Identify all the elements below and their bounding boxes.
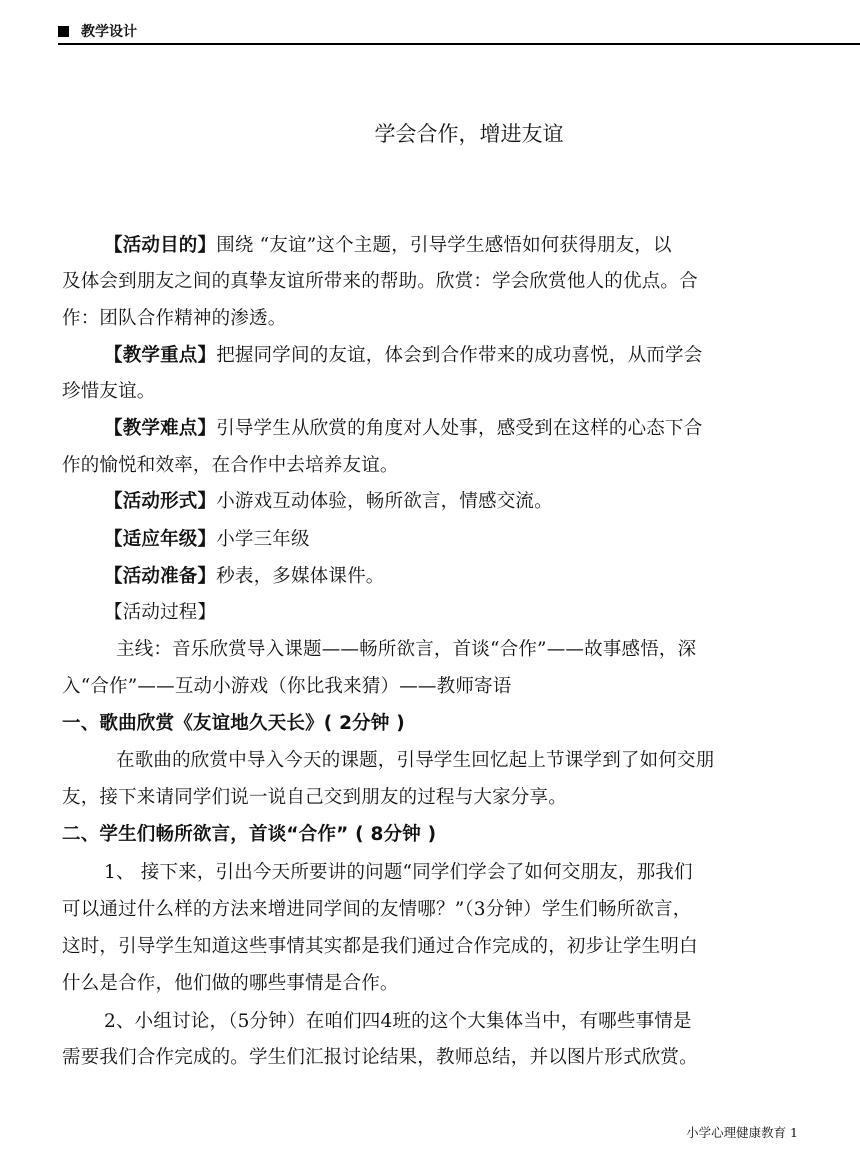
paragraph-line: 2、小组讨论，（5分钟）在咱们四4班的这个大集体当中，有哪些事情是 <box>104 1011 692 1032</box>
activity-format-label: 【活动形式】 <box>104 491 217 512</box>
paragraph-line: 入“合作”——互动小游戏（你比我来猜）——教师寄语 <box>62 676 512 697</box>
activity-goal-label: 【活动目的】 <box>104 235 217 256</box>
paragraph-line <box>104 489 553 515</box>
teaching-focus-label: 【教学重点】 <box>104 345 217 366</box>
paragraph-line <box>104 416 702 442</box>
grade-label: 【适应年级】 <box>104 529 217 550</box>
paragraph-line: 在歌曲的欣赏中导入今天的课题，引导学生回忆起上节课学到了如何交朋 <box>116 750 715 771</box>
header-section-label: 教学设计 <box>81 24 137 40</box>
square-bullet-icon <box>58 26 69 37</box>
teaching-focus-text: 把握同学间的友谊，体会到合作带来的成功喜悦，从而学会 <box>216 345 703 366</box>
activity-goal-text: 围绕 “友谊”这个主题，引导学生感悟如何获得朋友，以 <box>216 235 672 256</box>
paragraph-line: 什么是合作，他们做的哪些事情是合作。 <box>62 973 399 994</box>
preparation-label: 【活动准备】 <box>104 566 217 587</box>
preparation-text: 秒表，多媒体课件。 <box>216 566 385 587</box>
page-title: 学会合作，增进友谊 <box>374 122 564 146</box>
paragraph-line <box>104 233 672 259</box>
activity-format-text: 小游戏互动体验，畅所欲言，情感交流。 <box>216 491 553 512</box>
paragraph-line: 可以通过什么样的方法来增进同学间的友情哪？”（3分钟）学生们畅所欲言， <box>62 899 692 920</box>
paragraph-line: 作的愉悦和效率，在合作中去培养友谊。 <box>62 455 399 476</box>
paragraph-line: 友，接下来请同学们说一说自己交到朋友的过程与大家分享。 <box>62 787 567 808</box>
section-heading-2: 二、学生们畅所欲言，首谈“合作” ( 8分钟 ) <box>62 824 437 845</box>
paragraph-line: 珍惜友谊。 <box>62 381 156 402</box>
paragraph-line: 作：团队合作精神的渗透。 <box>62 308 287 329</box>
paragraph-line <box>104 527 310 553</box>
page-footer: 小学心理健康教育 1 <box>686 1125 798 1140</box>
teaching-difficulty-text: 引导学生从欣赏的角度对人处事，感受到在这样的心态下合 <box>216 418 703 439</box>
paragraph-line: 及体会到朋友之间的真挚友谊所带来的帮助。欣赏：学会欣赏他人的优点。合 <box>62 271 698 292</box>
header-divider <box>58 43 860 45</box>
paragraph-line: 1、 接下来，引出今天所要讲的问题“同学们学会了如何交朋友，那我们 <box>104 862 693 883</box>
activity-process-heading: 【活动过程】 <box>104 602 217 623</box>
paragraph-line: 这时，引导学生知道这些事情其实都是我们通过合作完成的，初步让学生明白 <box>62 936 698 957</box>
paragraph-line <box>104 343 702 369</box>
paragraph-line: 主线：音乐欣赏导入课题——畅所欲言，首谈“合作”——故事感悟，深 <box>116 639 697 660</box>
grade-text: 小学三年级 <box>216 529 310 550</box>
paragraph-line <box>104 564 385 590</box>
teaching-difficulty-label: 【教学难点】 <box>104 418 217 439</box>
paragraph-line: 需要我们合作完成的。学生们汇报讨论结果，教师总结，并以图片形式欣赏。 <box>62 1047 698 1068</box>
section-heading-1: 一、歌曲欣赏《友谊地久天长》( 2分钟 ) <box>62 713 405 734</box>
